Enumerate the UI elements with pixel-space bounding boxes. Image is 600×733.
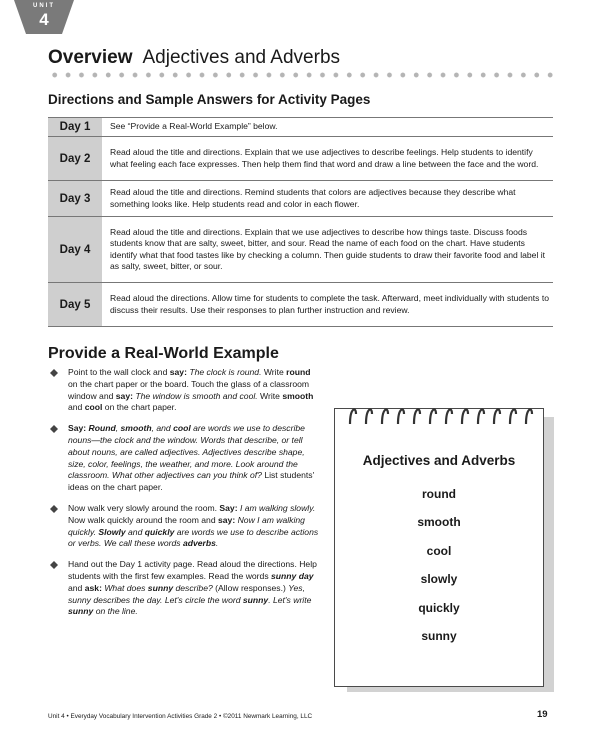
bullet-text: (Allow responses.) bbox=[212, 582, 289, 593]
notepad-paper bbox=[334, 408, 544, 687]
list-item bbox=[50, 423, 320, 494]
bullet-text: What does bbox=[101, 582, 148, 593]
example-heading: Provide a Real-World Example bbox=[48, 345, 279, 362]
diamond-bullet-icon bbox=[50, 369, 58, 377]
diamond-bullet-icon bbox=[50, 505, 58, 513]
bullet-text: sunny bbox=[147, 582, 174, 593]
bullet-text: adverbs bbox=[182, 538, 216, 549]
bullet-text: Write bbox=[261, 367, 287, 377]
bullet-text: are words we use to describe nouns—the clock and the window. Words that describe, or tell about nouns, are called adjectives. Adjectives describe shape, size, color, feelings, the weather, and more. Look around the classroom. What other adjectives can you think of? bbox=[68, 423, 305, 481]
bullet-text: and bbox=[68, 402, 85, 413]
diamond-bullet-icon bbox=[50, 561, 58, 569]
bullet-text: , bbox=[115, 423, 121, 434]
unit-label: UNIT bbox=[33, 3, 55, 9]
list-item bbox=[50, 559, 320, 618]
bullet-text: and bbox=[125, 526, 145, 537]
notepad-illustration bbox=[334, 404, 556, 694]
bullet-text: smooth bbox=[120, 423, 152, 434]
bullet-text: on the line. bbox=[93, 606, 138, 617]
bullet-text: Now walk quickly around the room and bbox=[68, 514, 218, 525]
title-overview: Overview bbox=[48, 47, 133, 68]
bullet-text: I am walking slowly. bbox=[237, 502, 316, 513]
notepad-word: round bbox=[422, 487, 456, 501]
table-row bbox=[48, 217, 553, 283]
bullet-text: sunny day bbox=[271, 570, 314, 581]
directions-heading: Directions and Sample Answers for Activity Pages bbox=[48, 92, 371, 107]
bullet-text: sunny bbox=[68, 606, 94, 617]
day-description: Read aloud the directions. Allow time for students to complete the task. Afterward, meet individually with students to discuss their results. Use their responses to plan further instruction and review. bbox=[102, 283, 553, 327]
notepad-word: slowly bbox=[420, 572, 458, 586]
bullet-text: say: bbox=[218, 514, 236, 525]
bullet-text: The clock is round. bbox=[186, 367, 262, 377]
day-label: Day 4 bbox=[48, 217, 102, 283]
notepad-word: sunny bbox=[421, 629, 457, 643]
bullet-text: Hand out the Day 1 activity page. Read aloud the directions. Help students with the first few examples. Read the words bbox=[68, 559, 317, 581]
unit-tab bbox=[14, 0, 74, 34]
bullet-text: on the chart paper. bbox=[102, 402, 177, 413]
bullet-text: . bbox=[215, 538, 219, 549]
notepad-word: quickly bbox=[418, 601, 460, 615]
bullet-text: Now I am walking quickly. bbox=[68, 514, 305, 537]
bullet-text: and bbox=[68, 582, 85, 593]
notepad-word: smooth bbox=[417, 515, 461, 529]
bullet-text: round bbox=[286, 367, 311, 377]
day-label: Day 2 bbox=[48, 137, 102, 181]
bullet-text: describe? bbox=[173, 582, 213, 593]
bullet-text: quickly bbox=[144, 526, 175, 537]
diamond-bullet-icon bbox=[50, 425, 58, 433]
bullet-text: Say: bbox=[219, 502, 238, 513]
list-item bbox=[50, 503, 320, 550]
list-item bbox=[50, 367, 320, 414]
bullet-text: are words we use to describe actions or verbs. We call these words bbox=[68, 526, 319, 549]
title-topic: Adjectives and Adverbs bbox=[142, 47, 341, 68]
table-row bbox=[48, 118, 553, 137]
bullet-text: Point to the wall clock and bbox=[68, 367, 170, 377]
bullet-text: smooth bbox=[282, 390, 314, 401]
bullet-text: Slowly bbox=[98, 526, 126, 537]
bullet-text: sunny bbox=[242, 594, 269, 605]
day-description: Read aloud the title and directions. Explain that we use adjectives to describe how things taste. Discuss foods students know that are salty, sweet, bitter, and sour. Read the name of each food on the chart. Have students identify what that food tastes like by checking a column. Then guide students to draw their favorite food and label it as salty, sweet, bitter, or sour. bbox=[102, 217, 553, 283]
page-number: 19 bbox=[537, 709, 548, 720]
bullet-text: say: bbox=[169, 367, 187, 377]
day-plan-table bbox=[48, 117, 553, 327]
notepad-title: Adjectives and Adverbs bbox=[362, 453, 516, 468]
unit-number: 4 bbox=[39, 10, 49, 29]
bullet-text: cool bbox=[84, 402, 103, 413]
bullet-text: Yes, sunny describes the day. Let's circle the word bbox=[68, 582, 305, 605]
bullet-text: Write bbox=[257, 390, 283, 401]
day-description: Read aloud the title and directions. Explain that we use adjectives to describe feelings. Help students to identify what feeling each face expresses. Then help them find that word and draw a line between the face and the word. bbox=[102, 137, 553, 181]
bullet-text: Now walk very slowly around the room. bbox=[68, 502, 220, 513]
table-row bbox=[48, 283, 553, 327]
bullet-text: Round bbox=[86, 423, 116, 434]
bullet-text: say: bbox=[115, 390, 133, 401]
page-title bbox=[48, 47, 340, 69]
table-row bbox=[48, 137, 553, 181]
bullet-text: The window is smooth and cool. bbox=[132, 390, 258, 401]
notepad-word: cool bbox=[426, 544, 452, 558]
bullet-text: cool bbox=[173, 423, 191, 434]
day-description: Read aloud the title and directions. Remind students that colors are adjectives because they describe what something looks like. Help students read and color in each flower. bbox=[102, 181, 553, 217]
footer-credit: Unit 4 • Everyday Vocabulary Intervention Activities Grade 2 • ©2011 Newmark Learning, LLC bbox=[48, 713, 313, 720]
bullet-text: Say: bbox=[68, 423, 87, 434]
bullet-text: . Let's write bbox=[268, 594, 312, 605]
day-label: Day 1 bbox=[48, 118, 102, 137]
bullet-text: , and bbox=[151, 423, 174, 434]
day-label: Day 5 bbox=[48, 283, 102, 327]
table-row bbox=[48, 181, 553, 217]
spiral-rings-icon bbox=[344, 404, 534, 426]
example-list bbox=[50, 367, 320, 627]
dotted-divider bbox=[48, 72, 554, 78]
day-description: See “Provide a Real-World Example” below. bbox=[102, 118, 553, 137]
bullet-text: on the chart paper or the board. Touch the glass of a classroom window and bbox=[68, 378, 310, 401]
day-label: Day 3 bbox=[48, 181, 102, 217]
bullet-text: List students' ideas on the chart paper. bbox=[68, 470, 315, 493]
bullet-text: ask: bbox=[84, 582, 102, 593]
